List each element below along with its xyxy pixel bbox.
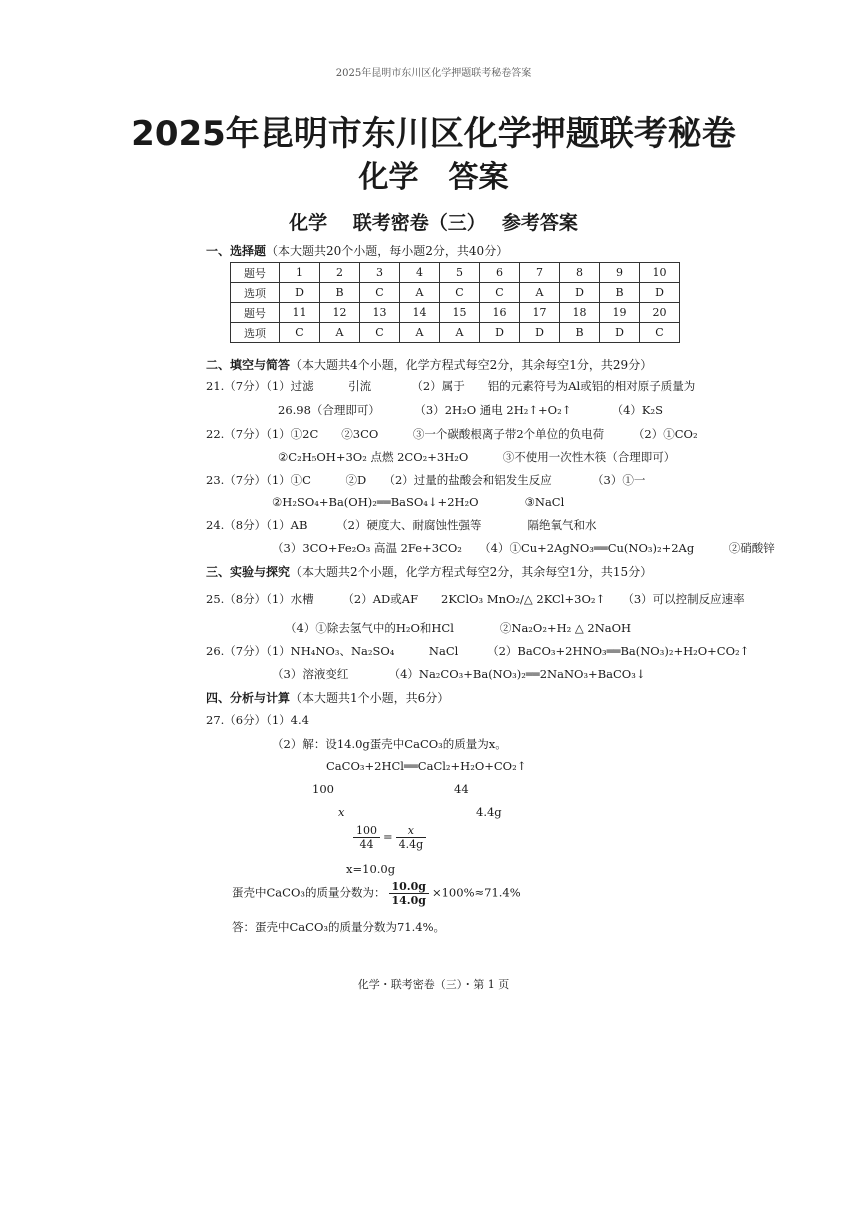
page-footer: 化学・联考密卷（三）・第 1 页 (357, 978, 510, 991)
table-cell: A (440, 323, 480, 343)
frac-den: 44 (359, 838, 374, 851)
main-title: 2025年昆明市东川区化学押题联考秘卷 (131, 114, 736, 154)
frac-num: 100 (353, 824, 380, 838)
q27-mass-caco3: 100 (312, 782, 334, 796)
table-row (231, 303, 680, 323)
table-cell: 6 (480, 263, 520, 283)
section-1-label: 一、选择题 (206, 244, 267, 258)
section-3-note: （本大题共2个小题，化学方程式每空2分，其余每空1分，共15分） (290, 565, 653, 579)
q27-proportion (350, 824, 429, 851)
table-cell: B (560, 323, 600, 343)
q27-co2-value: 4.4g (476, 805, 502, 819)
section-4-label: 四、分析与计算 (206, 691, 291, 705)
q27-unknown-x: x (338, 805, 345, 819)
table-cell: 17 (520, 303, 560, 323)
table-cell: D (520, 323, 560, 343)
table-cell: 18 (560, 303, 600, 323)
table-cell: 4 (400, 263, 440, 283)
row-label: 题号 (231, 263, 280, 283)
row-label: 选项 (231, 323, 280, 343)
section-1-note: （本大题共20个小题，每小题2分，共40分） (266, 244, 509, 258)
pct-suffix: ×100%≈71.4% (431, 885, 521, 900)
section-4-note: （本大题共1个小题，共6分） (290, 691, 450, 705)
q27-answer: 答：蛋壳中CaCO₃的质量分数为71.4%。 (232, 920, 446, 934)
q26-line1: 26.（7分）（1）NH₄NO₃、Na₂SO₄ NaCl （2）BaCO₃+2HNO₃══Ba(NO₃)₂+H₂O+CO₂↑ (206, 644, 750, 658)
table-cell: 3 (360, 263, 400, 283)
row-label: 选项 (231, 283, 280, 303)
table-cell: D (600, 323, 640, 343)
table-cell: 11 (280, 303, 320, 323)
q27-equation: CaCO₃+2HCl══CaCl₂+H₂O+CO₂↑ (326, 759, 527, 773)
table-row (231, 263, 680, 283)
q27-percentage (232, 880, 521, 907)
q24-line2: （3）3CO+Fe₂O₃ 高温 2Fe+3CO₂ （4）①Cu+2AgNO₃══Cu(NO₃)₂+2Ag ②硝酸锌 (272, 541, 775, 555)
table-cell: A (320, 323, 360, 343)
paper-title: 化学 联考密卷（三） 参考答案 (289, 212, 578, 234)
q23-line2: ②H₂SO₄+Ba(OH)₂══BaSO₄↓+2H₂O ③NaCl (272, 495, 565, 509)
table-cell: C (360, 323, 400, 343)
table-cell: D (280, 283, 320, 303)
table-cell: 19 (600, 303, 640, 323)
row-label: 题号 (231, 303, 280, 323)
q21-line2: 26.98（合理即可） （3）2H₂O 通电 2H₂↑+O₂↑ （4）K₂S (278, 403, 663, 417)
q27-line1: 27.（6分）（1）4.4 (206, 713, 309, 727)
pct-fraction (389, 880, 429, 907)
q27-line2: （2）解：设14.0g蛋壳中CaCO₃的质量为x。 (272, 737, 507, 751)
answer-table (230, 262, 680, 343)
table-cell: C (280, 323, 320, 343)
table-cell: 13 (360, 303, 400, 323)
table-cell: 14 (400, 303, 440, 323)
q25-line2: （4）①除去氢气中的H₂O和HCl ②Na₂O₂+H₂ △ 2NaOH (285, 621, 632, 635)
table-cell: C (360, 283, 400, 303)
table-cell: B (320, 283, 360, 303)
q27-result: x=10.0g (346, 862, 396, 876)
table-cell: 15 (440, 303, 480, 323)
table-cell: A (520, 283, 560, 303)
table-cell: C (480, 283, 520, 303)
table-cell: 7 (520, 263, 560, 283)
section-2-heading (206, 356, 652, 373)
frac-den: 4.4g (398, 838, 424, 851)
table-cell: 9 (600, 263, 640, 283)
table-cell: 2 (320, 263, 360, 283)
fraction-left (353, 824, 380, 851)
table-cell: D (640, 283, 680, 303)
table-cell: 8 (560, 263, 600, 283)
q25-line1: 25.（8分）（1）水槽 （2）AD或AF 2KClO₃ MnO₂/△ 2KCl+3O₂↑ （3）可以控制反应速率 (206, 592, 745, 606)
table-cell: 16 (480, 303, 520, 323)
table-cell: 20 (640, 303, 680, 323)
table-cell: 10 (640, 263, 680, 283)
q27-mass-co2: 44 (454, 782, 469, 796)
table-cell: 5 (440, 263, 480, 283)
frac-den: 14.0g (391, 894, 426, 907)
section-1-heading (206, 242, 508, 259)
q22-line1: 22.（7分）（1）①2C ②3CO ③一个碳酸根离子带2个单位的负电荷 （2）①CO₂ (206, 427, 698, 441)
table-cell: A (400, 323, 440, 343)
table-cell: D (480, 323, 520, 343)
table-cell: D (560, 283, 600, 303)
table-cell: 12 (320, 303, 360, 323)
table-cell: C (440, 283, 480, 303)
section-2-label: 二、填空与简答 (206, 358, 291, 372)
frac-num: x (396, 824, 427, 838)
table-row (231, 323, 680, 343)
section-3-heading (206, 563, 652, 580)
page-header: 2025年昆明市东川区化学押题联考秘卷答案 (335, 68, 532, 79)
q22-line2: ②C₂H₅OH+3O₂ 点燃 2CO₂+3H₂O ③不使用一次性木筷（合理即可） (278, 450, 676, 464)
equals-sign: = (383, 829, 393, 844)
section-4-heading (206, 689, 449, 706)
fraction-right (396, 824, 427, 851)
table-cell: A (400, 283, 440, 303)
q26-line2: （3）溶液变红 （4）Na₂CO₃+Ba(NO₃)₂══2NaNO₃+BaCO₃↓ (272, 667, 646, 681)
sub-title: 化学 答案 (358, 160, 509, 195)
q23-line1: 23.（7分）（1）①C ②D （2）过量的盐酸会和铝发生反应 （3）①一 (206, 473, 646, 487)
section-3-label: 三、实验与探究 (206, 565, 291, 579)
section-2-note: （本大题共4个小题，化学方程式每空2分，其余每空1分，共29分） (290, 358, 653, 372)
frac-num: 10.0g (389, 880, 429, 894)
pct-prefix: 蛋壳中CaCO₃的质量分数为： (232, 885, 386, 900)
q21-line1: 21.（7分）（1）过滤 引流 （2）属于 铝的元素符号为Al或铝的相对原子质量为 (206, 379, 696, 393)
q24-line1: 24.（8分）（1）AB （2）硬度大、耐腐蚀性强等 隔绝氧气和水 (206, 518, 597, 532)
table-row (231, 283, 680, 303)
table-cell: C (640, 323, 680, 343)
table-cell: B (600, 283, 640, 303)
table-cell: 1 (280, 263, 320, 283)
